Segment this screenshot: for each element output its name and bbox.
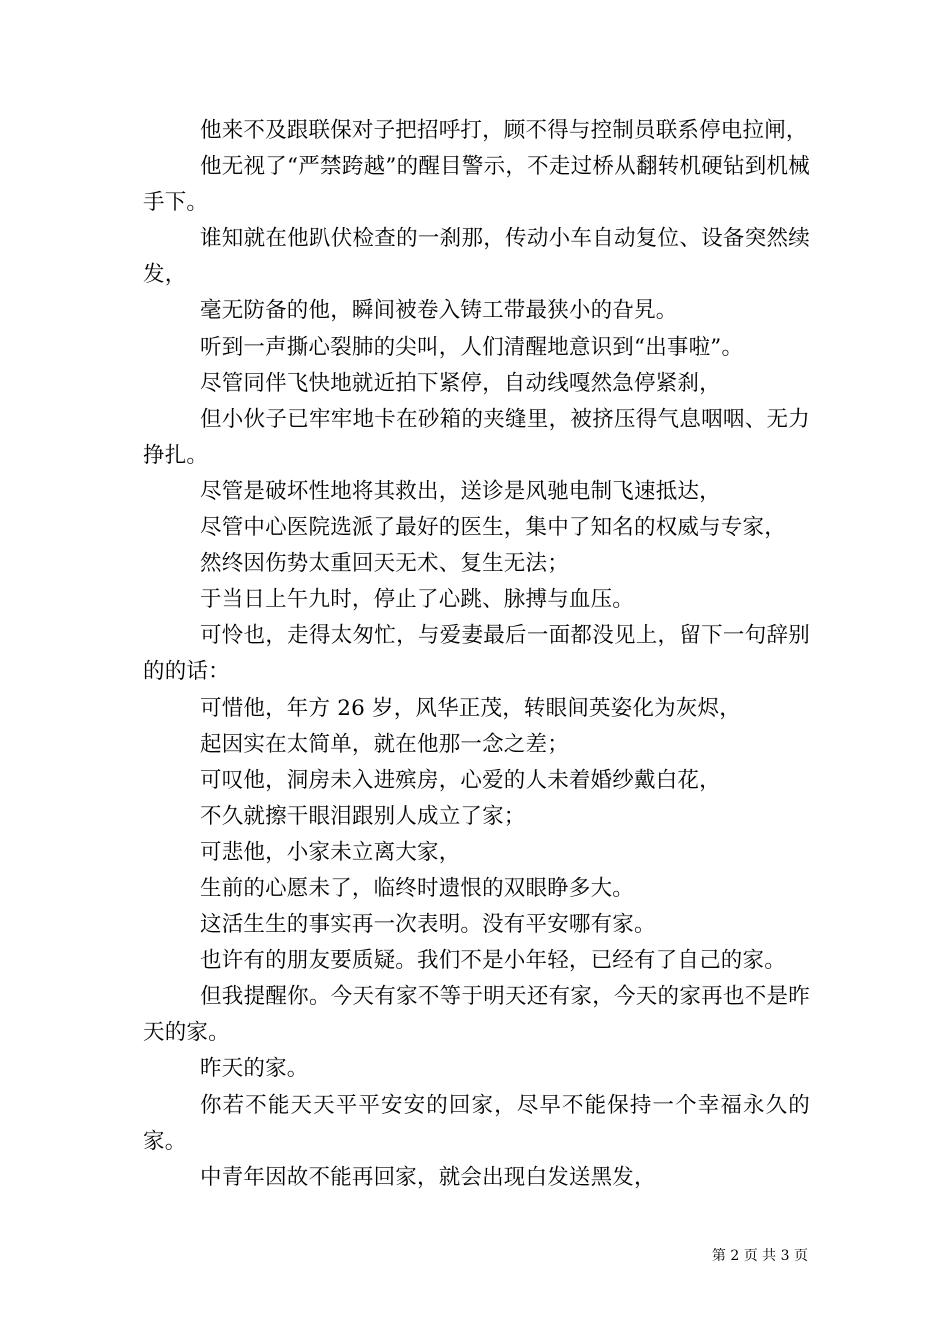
- paragraph: 他无视了“严禁跨越”的醒目警示，不走过桥从翻转机硬钻到机械手下。: [143, 154, 810, 216]
- page-footer: [0, 1247, 808, 1265]
- paragraph: 也许有的朋友要质疑。我们不是小年轻，已经有了自己的家。: [200, 948, 786, 974]
- paragraph: 尽管中心医院选派了最好的医生，集中了知名的权威与专家，: [200, 515, 786, 541]
- paragraph: 生前的心愿未了，临终时遗恨的双眼睁多大。: [200, 875, 635, 901]
- paragraph: 但我提醒你。今天有家不等于明天还有家，今天的家再也不是昨天的家。: [143, 984, 810, 1046]
- paragraph: 可悲他，小家未立离大家，: [200, 839, 461, 865]
- paragraph: 听到一声撕心裂肺的尖叫，人们清醒地意识到“出事啦”。: [200, 334, 744, 360]
- paragraph: 不久就擦干眼泪跟别人成立了家；: [200, 803, 526, 829]
- paragraph: 但小伙子已牢牢地卡在砂箱的夹缝里，被挤压得气息咽咽、无力挣扎。: [143, 406, 810, 468]
- paragraph: 昨天的家。: [200, 1056, 309, 1082]
- paragraph: 可叹他，洞房未入进殡房，心爱的人未着婚纱戴白花，: [200, 767, 721, 793]
- paragraph: 尽管是破坏性地将其救出，送诊是风驰电制飞速抵达，: [200, 478, 721, 504]
- paragraph: 中青年因故不能再回家，就会出现白发送黑发，: [200, 1164, 656, 1190]
- paragraph: 可惜他，年方 26 岁，风华正茂，转眼间英姿化为灰烬，: [200, 695, 741, 721]
- page-number: 第 2 页 共 3 页: [711, 1248, 808, 1264]
- paragraph: 尽管同伴飞快地就近拍下紧停，自动线嘎然急停紧刹，: [200, 370, 721, 396]
- paragraph: 他来不及跟联保对子把招呼打，顾不得与控制员联系停电拉闸，: [200, 118, 808, 143]
- paragraph: 于当日上午九时，停止了心跳、脉搏与血压。: [200, 587, 635, 613]
- paragraph: 毫无防备的他，瞬间被卷入铸工带最狭小的旮旯。: [200, 298, 678, 324]
- paragraph: 谁知就在他趴伏检查的一刹那，传动小车自动复位、设备突然续发，: [143, 226, 810, 288]
- document-body: [143, 113, 810, 1196]
- paragraph: 你若不能天天平平安安的回家，尽早不能保持一个幸福永久的家。: [143, 1092, 810, 1154]
- paragraph: 起因实在太简单，就在他那一念之差；: [200, 731, 569, 757]
- paragraph: 然终因伤势太重回天无术、复生无法；: [200, 551, 569, 577]
- paragraph: 这活生生的事实再一次表明。没有平安哪有家。: [200, 912, 656, 938]
- paragraph: 可怜也，走得太匆忙，与爱妻最后一面都没见上，留下一句辞别的的话：: [143, 623, 810, 685]
